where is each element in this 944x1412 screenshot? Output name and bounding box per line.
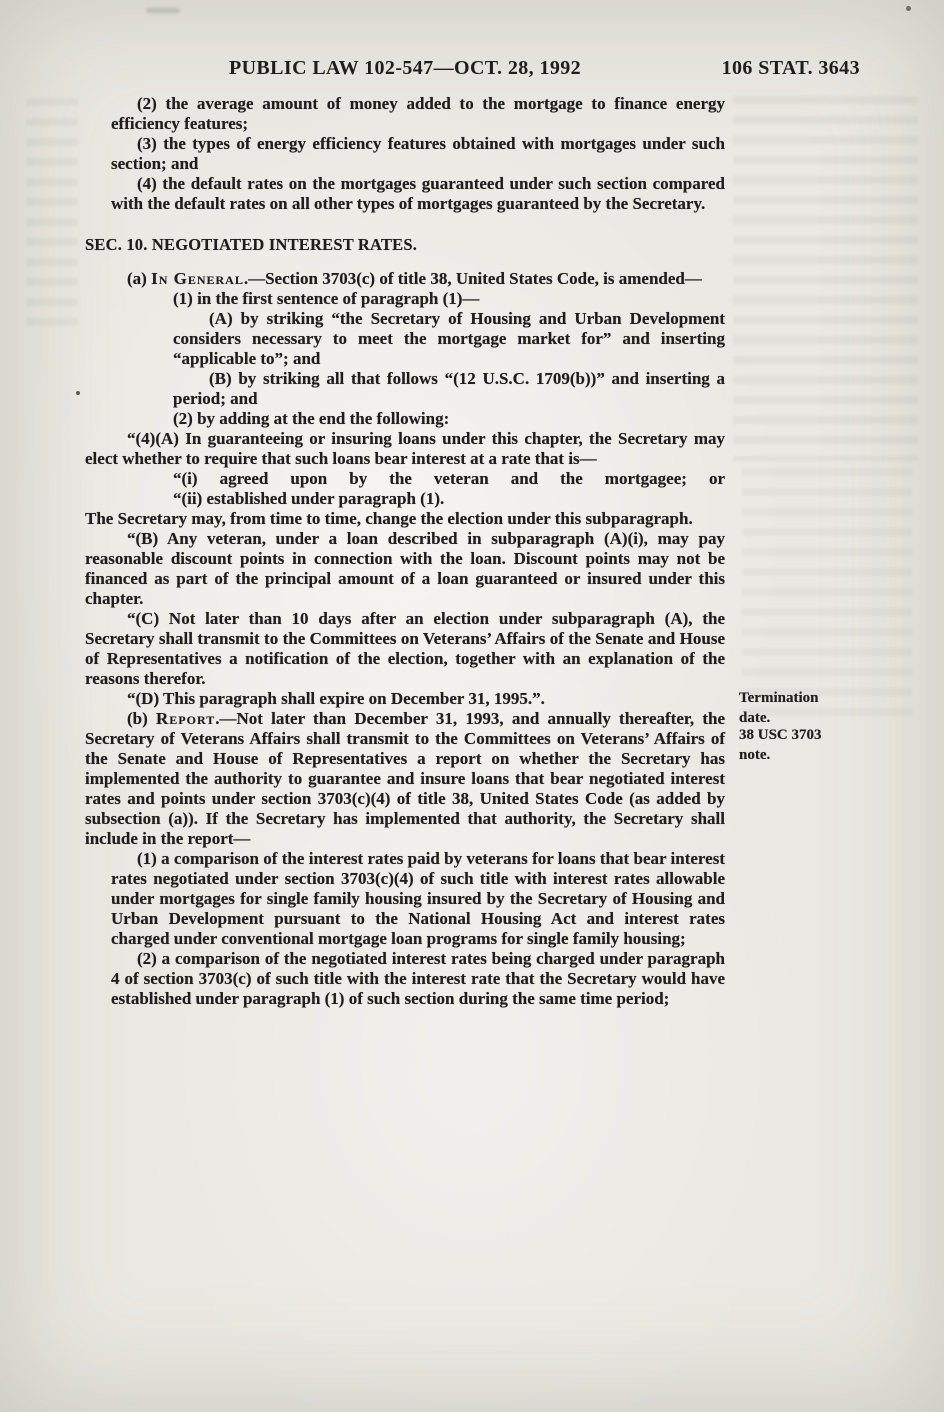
text-run: (2) by adding at the end the following:	[173, 409, 450, 428]
text-run: “(4)(A) In guaranteeing or insuring loans under this chapter, the Secretary may elect whether to require that such loans bear interest at a rate that is—	[85, 429, 725, 468]
text-run: (2) the average amount of money added to the mortgage to finance energy efficiency features;	[111, 94, 725, 133]
bleed-through-artifact	[733, 96, 918, 461]
text-run: (1) in the first sentence of paragraph (1)—	[173, 289, 480, 308]
small-caps-text: Report	[156, 709, 216, 728]
paragraph	[85, 174, 725, 214]
paragraph	[85, 289, 725, 309]
margin-note-line: Termination	[739, 690, 819, 706]
text-run: (b)	[127, 709, 157, 728]
text-run: .—Section 3703(c) of title 38, United States Code, is amended—	[243, 269, 702, 288]
section-heading: SEC. 10. NEGOTIATED INTEREST RATES.	[85, 235, 418, 254]
text-run: “(D) This paragraph shall expire on December 31, 1995.”.	[127, 689, 545, 708]
paragraph	[85, 489, 725, 509]
text-run: “(B) Any veteran, under a loan described in subparagraph (A)(i), may pay reasonable discount points in connection with the loan. Discount points may not be financed as part of the principal amount of a loan guaranteed or insured under this chapter.	[85, 529, 725, 608]
margin-note-line: 38 USC 3703	[739, 727, 822, 743]
page-header	[85, 57, 860, 81]
paragraph	[85, 269, 725, 289]
paragraph	[85, 309, 725, 369]
text-run: (B) by striking all that follows “(12 U.S.C. 1709(b))” and inserting a period; and	[173, 369, 725, 408]
margin-note-line: note.	[739, 746, 771, 763]
paragraph	[85, 529, 725, 609]
text-run: (1) a comparison of the interest rates paid by veterans for loans that bear interest rates negotiated under section 3703(c)(4) of such title with interest rates allowable under mortgages for single family housing insured by the Secretary of Housing and Urban Development pursuant to the National Housing Act and interest rates charged under conventional mortgage loan programs for single family housing;	[111, 849, 725, 948]
text-run: “(ii) established under paragraph (1).	[173, 489, 445, 508]
text-run: “(i) agreed upon by the veteran and the mortgagee; or	[173, 469, 725, 488]
paragraph	[85, 409, 725, 429]
scan-artifact	[146, 8, 180, 13]
text-run: (3) the types of energy efficiency features obtained with mortgages under such section; and	[111, 134, 725, 173]
text-run: (A) by striking “the Secretary of Housing and Urban Development considers necessary to meet the mortgage market for” and inserting “applicable to”; and	[173, 309, 725, 368]
paragraph	[85, 429, 725, 469]
text-column	[85, 94, 822, 1009]
text-run: (a)	[127, 269, 152, 288]
bleed-through-artifact	[742, 468, 912, 718]
paragraph	[85, 609, 725, 689]
margin-note	[739, 726, 889, 765]
scan-artifact	[76, 391, 80, 395]
paragraph	[85, 949, 725, 1009]
margin-note-line: date.	[739, 709, 771, 726]
text-run: The Secretary may, from time to time, change the election under this subparagraph.	[85, 509, 693, 528]
paragraph	[85, 469, 725, 489]
margin-note	[739, 689, 889, 728]
text-run: (2) a comparison of the negotiated interest rates being charged under paragraph 4 of section 3703(c) of such title with the interest rate that the Secretary would have established under paragraph (1) of such section during the same time period;	[111, 949, 725, 1008]
paragraph	[85, 134, 725, 174]
law-title: PUBLIC LAW 102-547—OCT. 28, 1992	[228, 57, 582, 79]
text-run: “(C) Not later than 10 days after an election under subparagraph (A), the Secretary shall transmit to the Committees on Veterans’ Affairs of the Senate and House of Representatives a notification of the election, together with an explanation of the reasons therefor.	[85, 609, 725, 688]
paragraph	[85, 849, 725, 949]
paragraph	[85, 369, 725, 409]
paragraph	[85, 509, 725, 529]
bleed-through-artifact	[26, 98, 78, 333]
paragraph	[85, 94, 725, 134]
text-run: .—Not later than December 31, 1993, and annually thereafter, the Secretary of Veterans Affairs shall transmit to the Committees on Veterans’ Affairs of the Senate and House of Representatives a report on whether the Secretary has implemented the authority to guarantee and insure loans that bear negotiated interest rates and points under section 3703(c)(4) of title 38, United States Code (as added by subsection (a)). If the Secretary has implemented that authority, the Secretary shall include in the report—	[85, 709, 725, 848]
stat-page-number: 106 STAT. 3643	[721, 57, 860, 79]
small-caps-text: In General	[151, 269, 244, 288]
text-run: (4) the default rates on the mortgages guaranteed under such section compared with the default rates on all other types of mortgages guaranteed by the Secretary.	[111, 174, 725, 213]
scan-artifact	[906, 6, 911, 11]
